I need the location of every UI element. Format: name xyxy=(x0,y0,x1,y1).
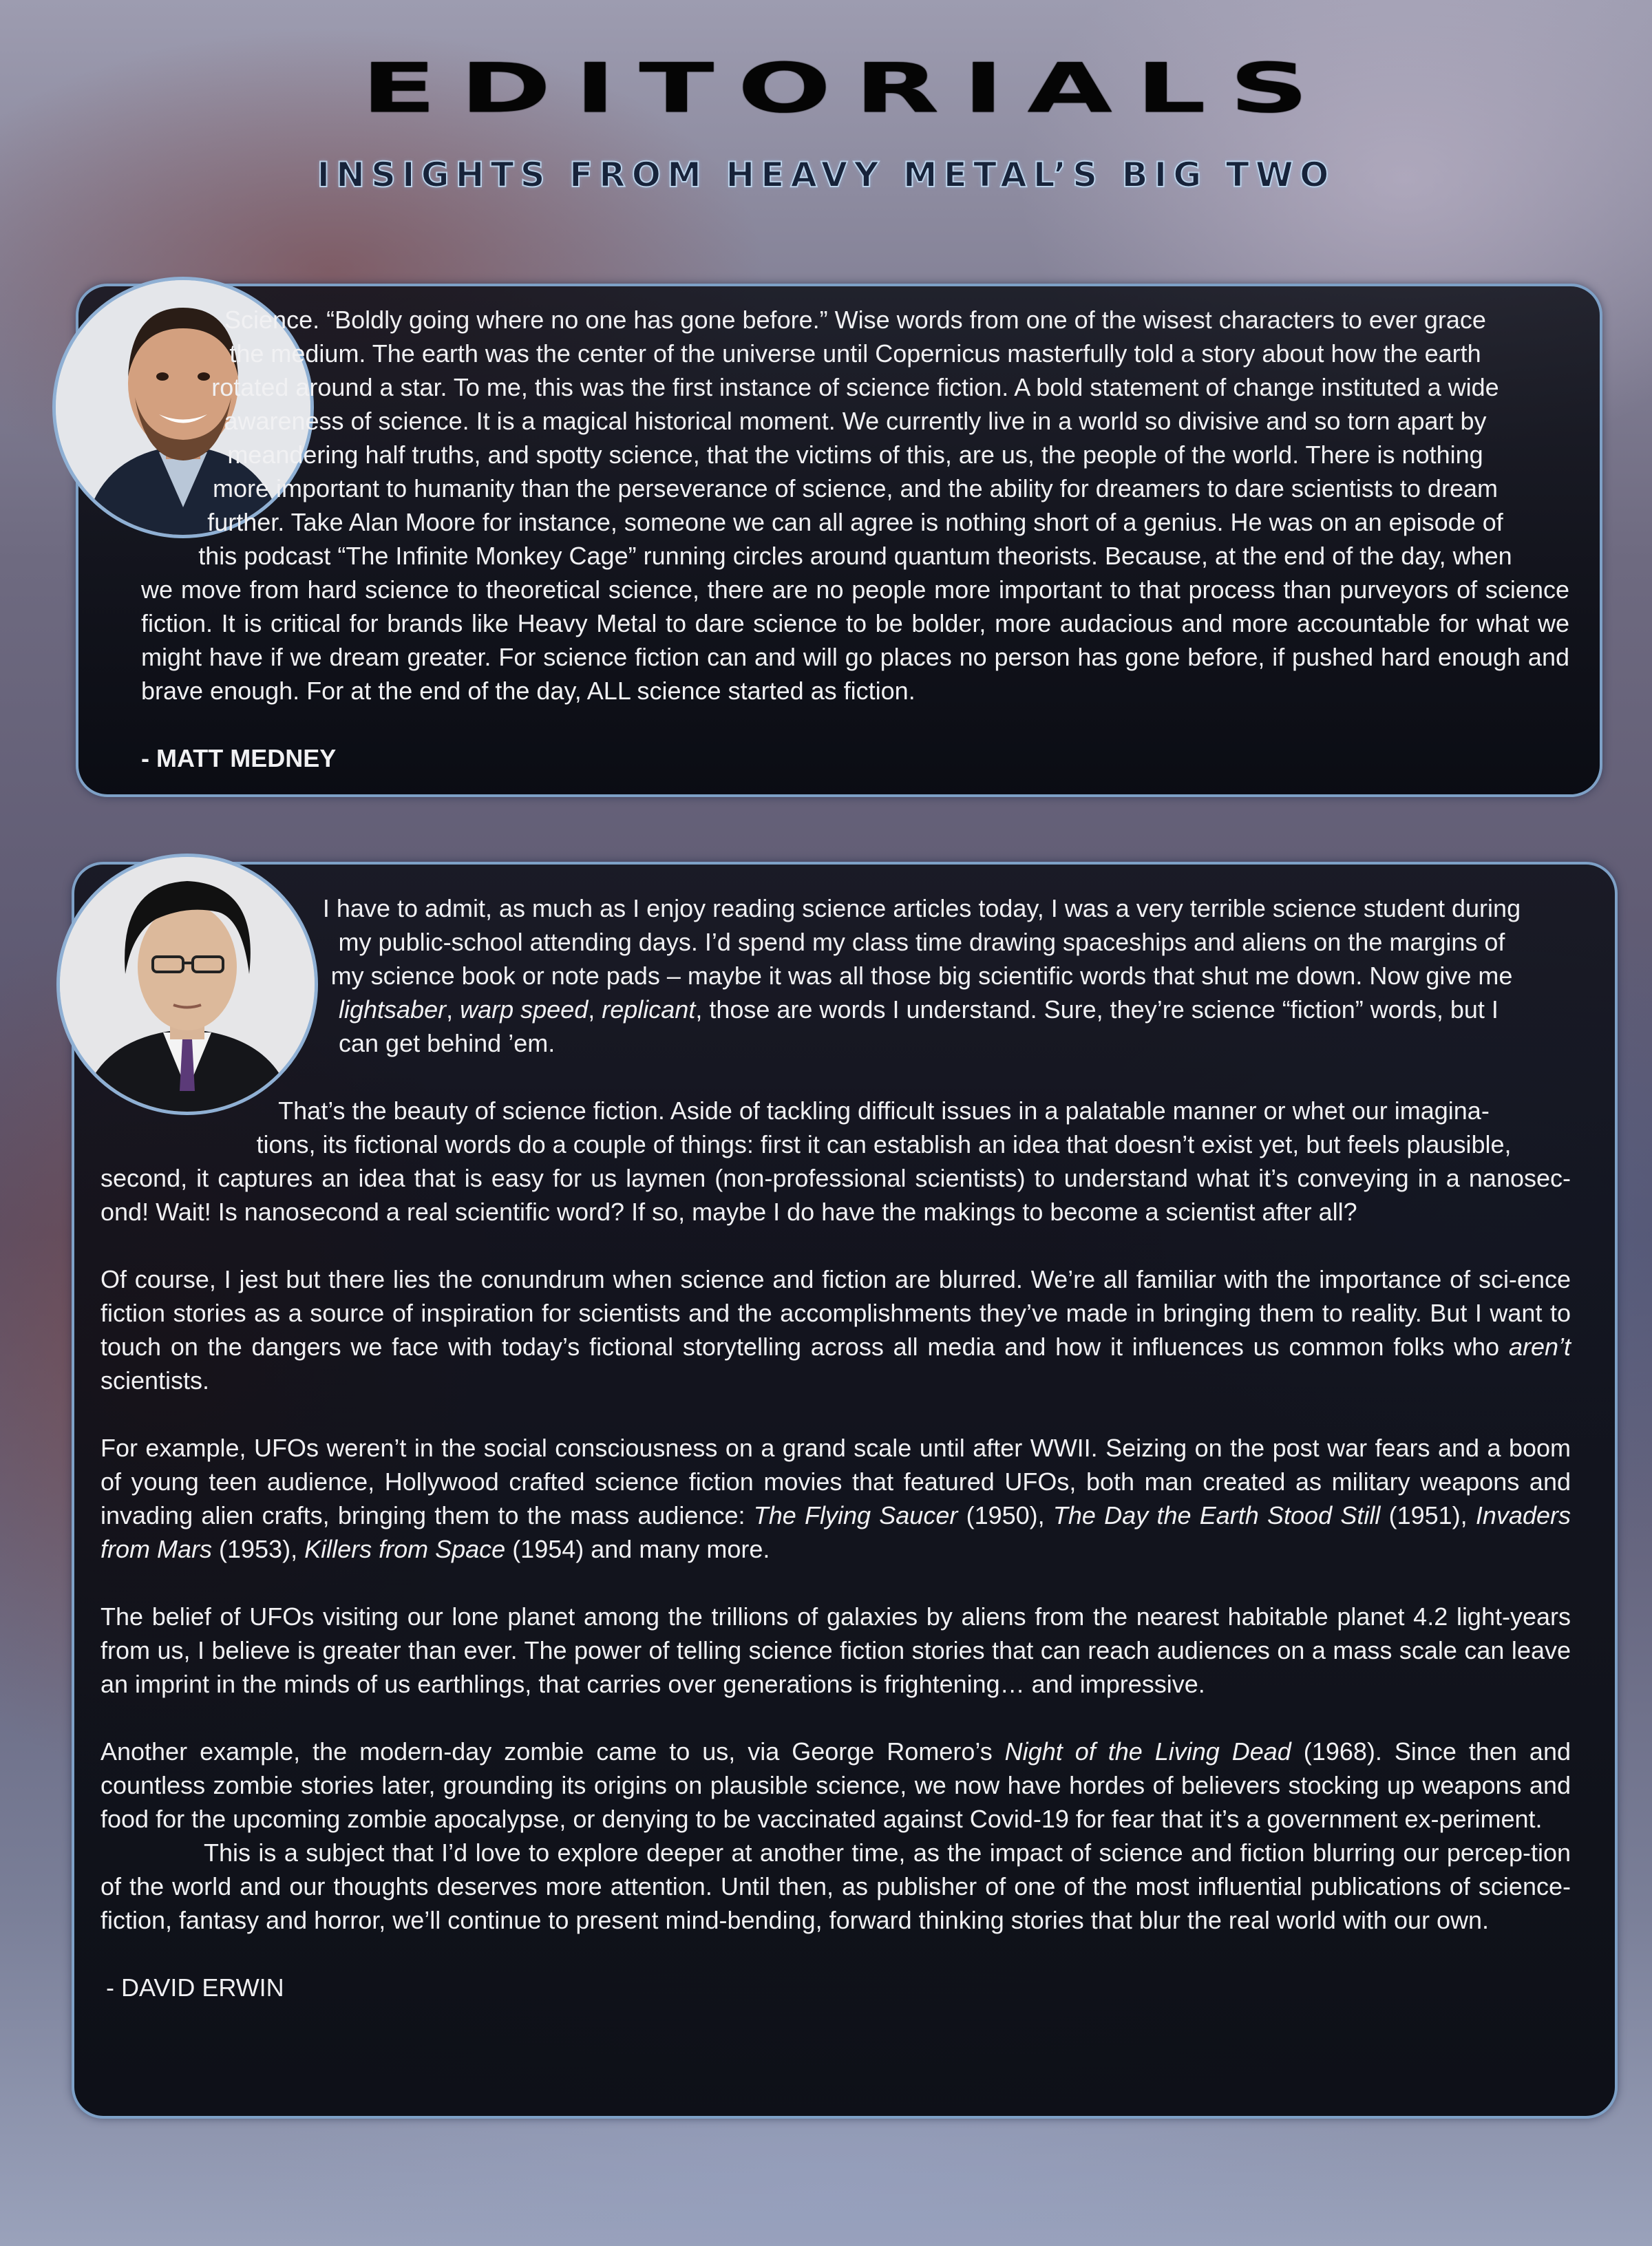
body-line: this podcast “The Infinite Monkey Cage” running circles around quantum theorists. Because, at the end of the day, when xyxy=(198,542,1512,570)
signature-david-erwin: - DAVID ERWIN xyxy=(106,1973,284,2002)
body-line: can get behind ’em. xyxy=(339,1029,555,1057)
film-title: Invaders from Mars xyxy=(100,1501,1571,1563)
body-line: That’s the beauty of science fiction. Aside of tackling difficult issues in a palatable manner or whet our imagina- xyxy=(278,1096,1490,1125)
body-paragraph: we move from hard science to theoretical science, there are no people more important to that process than purveyors of science fiction. It is critical for brands like Heavy Metal to dare science to be bolder, more audacious and more accountable for what we might have if we dream greater. For science fiction can and will go places no person has gone before, if pushed hard enough and brave enough. For at the end of the day, ALL science started as fiction. xyxy=(141,575,1569,705)
body-paragraph: second, it captures an idea that is easy for us laymen (non-professional scientists) to understand what it’s conveying in a nanosec-ond! Wait! Is nanosecond a real scientific word? If so, maybe I do have the makings to become a scientist after all? xyxy=(100,1164,1571,1226)
body-line: tions, its fictional words do a couple of things: first it can establish an idea that doesn’t exist yet, but feels plausible, xyxy=(256,1130,1512,1158)
film-title: The Flying Saucer xyxy=(753,1501,958,1529)
body-line: my public-school attending days. I’d spend my class time drawing spaceships and aliens on the margins of xyxy=(338,928,1505,956)
signature-matt-medney: - MATT MEDNEY xyxy=(141,744,337,772)
film-year: (1951), xyxy=(1380,1501,1476,1529)
term-replicant: replicant xyxy=(602,995,696,1024)
body-paragraph xyxy=(100,1735,1571,1836)
page-title: EDITORIALS xyxy=(361,48,1333,128)
body-paragraph: The belief of UFOs visiting our lone planet among the trillions of galaxies by aliens from the nearest habitable planet 4.2 light-years from us, I believe is greater than ever. The power of telling science fiction stories that can reach audiences on a mass scale can leave an imprint in the minds of us earthlings, that carries over generations is frightening… and impressive. xyxy=(100,1602,1571,1698)
body-line: the medium. The earth was the center of the universe until Copernicus masterfully told a story about how the earth xyxy=(229,339,1481,368)
body-paragraph: This is a subject that I’d love to explore deeper at another time, as the impact of science and fiction blurring our percep-tion of the world and our thoughts deserves more attention. Until then, as publisher of one of the most influential publications of science-fiction, fantasy and horror, we’ll continue to present mind-bending, forward thinking stories that blur the real world with our own. xyxy=(100,1839,1571,1934)
film-year: (1950), xyxy=(957,1501,1053,1529)
body-line: more important to humanity than the perseverance of science, and the ability for dreamers to dare scientists to dream xyxy=(213,474,1498,502)
separator: , xyxy=(588,995,602,1024)
body-line: meandering half truths, and spotty science, that the victims of this, are us, the people of the world. There is nothing xyxy=(227,441,1483,469)
page-subtitle: INSIGHTS FROM HEAVY METAL’S BIG TWO xyxy=(317,155,1335,195)
body-text: scientists. xyxy=(100,1366,210,1395)
body-line xyxy=(100,993,1571,1026)
separator: , xyxy=(446,995,460,1024)
editorial-body-david-erwin xyxy=(100,891,1571,2004)
body-paragraph xyxy=(100,1431,1571,1566)
body-paragraph xyxy=(100,1262,1571,1397)
film-title: Killers from Space xyxy=(304,1535,506,1563)
term-warp-speed: warp speed xyxy=(460,995,589,1024)
body-line: I have to admit, as much as I enjoy reading science articles today, I was a very terrible science student during xyxy=(322,894,1521,922)
body-line: awareness of science. It is a magical historical moment. We currently live in a world so divisive and so torn apart by xyxy=(224,407,1487,435)
body-text: Of course, I jest but there lies the conundrum when science and fiction are blurred. We’re all familiar with the importance of sci-ence fiction stories as a source of inspiration for scientists and the accomplishments they’ve made in bringing them to reality. But I want to touch on the dangers we face with today’s fictional storytelling across all media and how it influences us common folks who xyxy=(100,1265,1571,1361)
film-title: Night of the Living Dead xyxy=(1004,1737,1291,1766)
body-line: further. Take Alan Moore for instance, someone we can all agree is nothing short of a genius. He was on an episode of xyxy=(207,508,1503,536)
body-text: , those are words I understand. Sure, they’re science “fiction” words, but I xyxy=(695,995,1499,1024)
body-text: (1954) and many more. xyxy=(505,1535,770,1563)
emphasis-arent: aren’t xyxy=(1508,1333,1571,1361)
body-line: my science book or note pads – maybe it was all those big scientific words that shut me down. Now give me xyxy=(330,962,1513,990)
term-lightsaber: lightsaber xyxy=(339,995,447,1024)
editorial-body-matt-medney xyxy=(141,303,1569,775)
body-line: Science. “Boldly going where no one has gone before.” Wise words from one of the wisest characters to ever grace xyxy=(224,306,1486,334)
body-text: Another example, the modern-day zombie came to us, via George Romero’s xyxy=(100,1737,1005,1766)
film-title: The Day the Earth Stood Still xyxy=(1052,1501,1381,1529)
body-line: rotated around a star. To me, this was the first instance of science fiction. A bold statement of change instituted a wide xyxy=(211,373,1499,401)
film-year: (1953), xyxy=(212,1535,305,1563)
body-text: For example, UFOs weren’t in the social consciousness on a grand scale until after WWII. Seizing on the post war fears and a boom of young teen audience, Hollywood crafted science fiction movies that featured UFOs, both man created as military weapons and invading alien crafts, bringing them to the mass audience: xyxy=(100,1434,1571,1529)
body-text: (1968). Since then and countless zombie stories later, grounding its origins on plausible science, we now have hordes of believers stocking up weapons and food for the upcoming zombie apocalypse, or denying to be vaccinated against Covid-19 for fear that it’s a government ex-periment. xyxy=(100,1737,1571,1833)
